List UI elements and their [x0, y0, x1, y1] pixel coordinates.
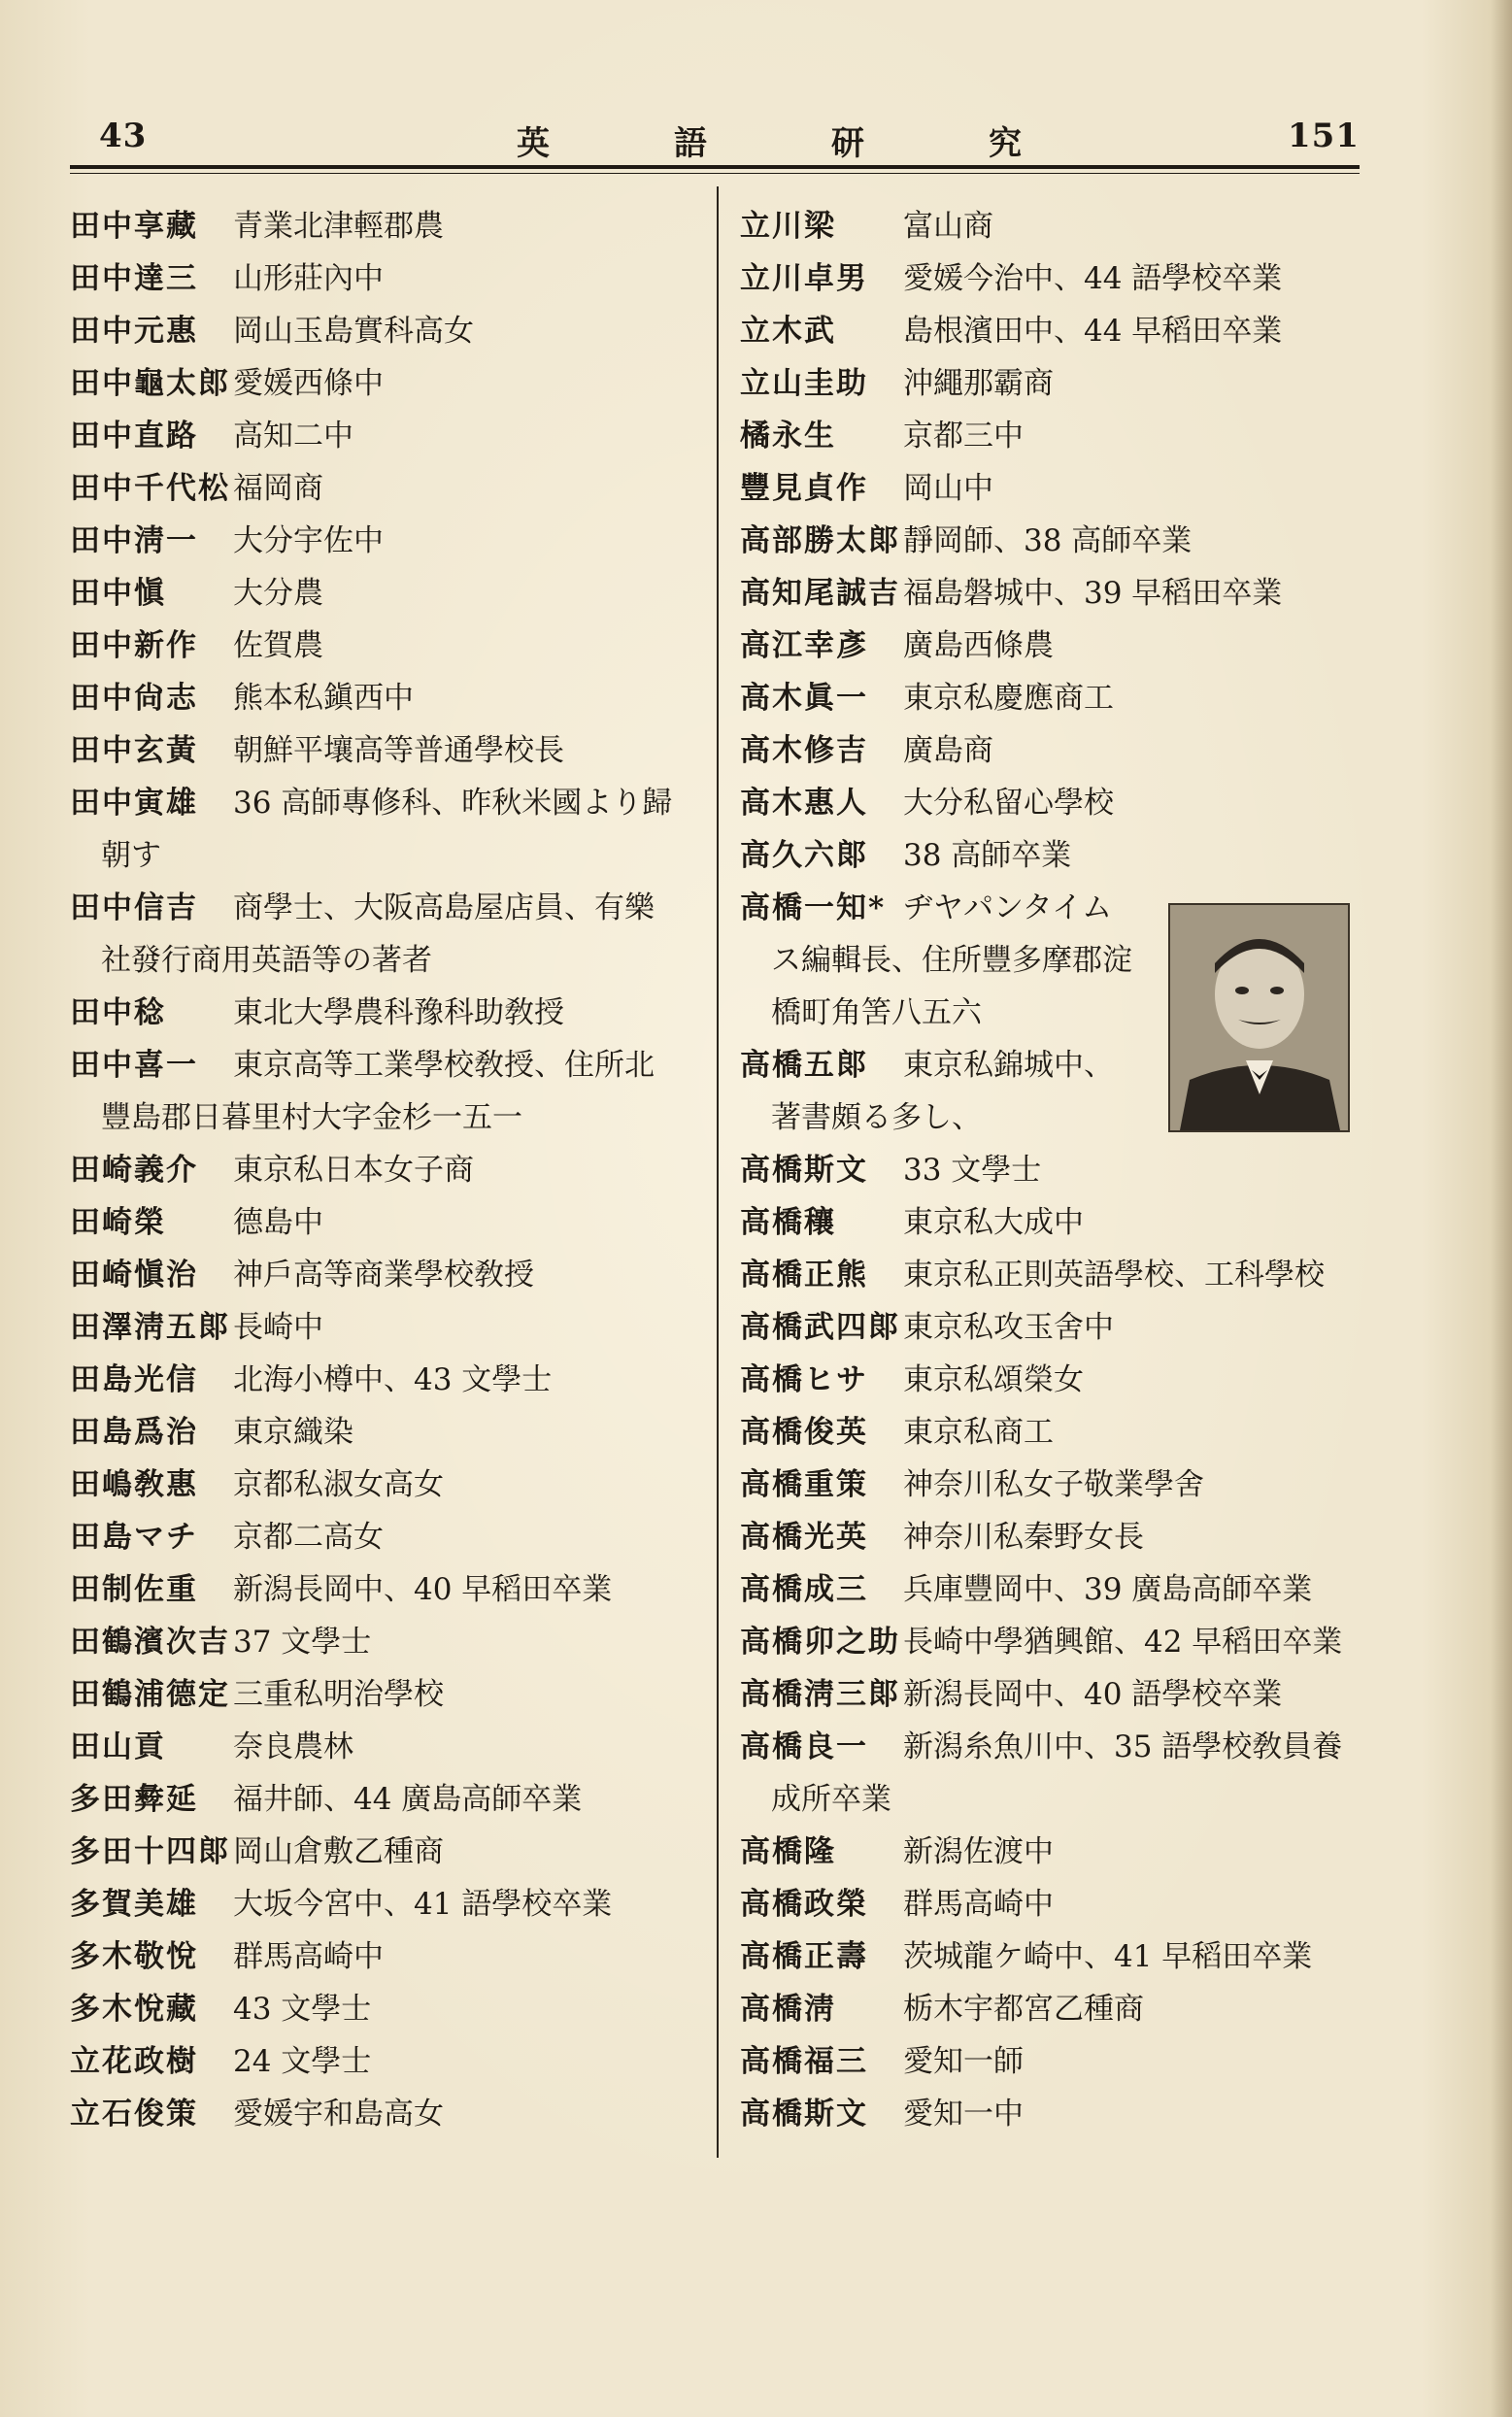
entry-name: 高木眞一 — [740, 681, 868, 716]
running-title-char: 語 — [674, 124, 707, 163]
entry-description: 福島磐城中、39 早稻田卒業 — [903, 576, 1283, 611]
entry-name: 田島マチ — [70, 1520, 198, 1555]
directory-entry — [740, 410, 1371, 462]
directory-entry — [70, 1616, 701, 1668]
entry-name: 田鶴浦德定 — [70, 1677, 230, 1712]
directory-entry — [70, 1196, 701, 1249]
entry-name: 田中淸一 — [70, 523, 198, 558]
directory-entry — [70, 567, 701, 620]
entry-name: 田中千代松 — [70, 471, 230, 506]
entry-description: 東北大學農科豫科助敎授 — [233, 995, 564, 1030]
entry-name: 高江幸彥 — [740, 628, 868, 663]
entry-description: 24 文學士 — [233, 2044, 372, 2079]
directory-entry — [70, 410, 701, 462]
directory-entry — [70, 1826, 701, 1878]
directory-entry — [70, 462, 701, 515]
entry-description: 島根濱田中、44 早稻田卒業 — [903, 314, 1283, 349]
directory-entry — [740, 1930, 1371, 1983]
directory-entry — [740, 357, 1371, 410]
entry-description: 靜岡師、38 高師卒業 — [903, 523, 1193, 558]
entry-name: 田島光信 — [70, 1362, 198, 1397]
entry-name: 高知尾誠吉 — [740, 576, 900, 611]
directory-entry — [740, 1983, 1371, 2035]
entry-description: 東京私錦城中、 — [903, 1048, 1114, 1083]
entry-name: 高橋淸 — [740, 1992, 836, 2027]
entry-name: 田中愼 — [70, 576, 166, 611]
entry-continuation: 豐島郡日暮里村大字金杉一五一 — [101, 1100, 522, 1135]
entry-name: 高橋正熊 — [740, 1258, 868, 1292]
directory-entry — [70, 1930, 701, 1983]
directory-entry — [70, 2035, 701, 2088]
entry-name: 田中稔 — [70, 995, 166, 1030]
entry-name: 豐見貞作 — [740, 471, 868, 506]
entry-name: 橘永生 — [740, 419, 836, 453]
entry-description: 東京私頌榮女 — [903, 1362, 1084, 1397]
entry-continuation: 社發行商用英語等の著者 — [101, 943, 432, 978]
entry-description: 群馬高崎中 — [233, 1939, 384, 1974]
entry-description: 37 文學士 — [233, 1625, 372, 1660]
entry-description: 岡山中 — [903, 471, 993, 506]
entry-name: 田中尙志 — [70, 681, 198, 716]
directory-entry — [740, 2088, 1371, 2140]
entry-name: 田中新作 — [70, 628, 198, 663]
directory-entry — [740, 515, 1371, 567]
entry-name: 高橋光英 — [740, 1520, 868, 1555]
entry-name: 田中直路 — [70, 419, 198, 453]
entry-description: 廣島商 — [903, 733, 993, 768]
directory-entry — [740, 1354, 1371, 1406]
entry-description: 熊本私鎭西中 — [233, 681, 414, 716]
directory-entry — [70, 1459, 701, 1511]
directory-entry — [70, 305, 701, 357]
entry-name: 田制佐重 — [70, 1572, 198, 1607]
entry-continuation: ス編輯長、住所豐多摩郡淀 — [771, 943, 1132, 978]
right-column — [740, 200, 1371, 2140]
entry-description: 大坂今宮中、41 語學校卒業 — [233, 1887, 613, 1922]
directory-entry — [70, 2088, 701, 2140]
directory-entry — [740, 1616, 1371, 1668]
entry-name: 高部勝太郞 — [740, 523, 900, 558]
entry-description: 岡山玉島實科高女 — [233, 314, 474, 349]
entry-name: 高橋俊英 — [740, 1415, 868, 1450]
entry-name: 田中元惠 — [70, 314, 198, 349]
directory-entry — [70, 672, 701, 724]
entry-description: 愛媛宇和島高女 — [233, 2097, 444, 2132]
directory-entry — [70, 1563, 701, 1616]
entry-name: 多田彜延 — [70, 1782, 198, 1817]
entry-name: 高橋斯文 — [740, 1153, 868, 1188]
entry-description: 大分宇佐中 — [233, 523, 384, 558]
entry-description: 33 文學士 — [903, 1153, 1042, 1188]
running-title-char: 英 — [517, 124, 550, 163]
entry-name: 田中喜一 — [70, 1048, 198, 1083]
directory-entry — [70, 200, 701, 252]
entry-name: 高橋隆 — [740, 1834, 836, 1869]
entry-description: 岡山倉敷乙種商 — [233, 1834, 444, 1869]
directory-entry — [740, 1144, 1371, 1196]
entry-description: 東京私日本女子商 — [233, 1153, 474, 1188]
directory-entry — [740, 1721, 1371, 1826]
entry-description: 廣島西條農 — [903, 628, 1054, 663]
entry-description: 神奈川私秦野女長 — [903, 1520, 1144, 1555]
directory-entry — [740, 724, 1371, 777]
entry-description: 富山商 — [903, 209, 993, 244]
directory-entry — [740, 462, 1371, 515]
directory-entry — [70, 1773, 701, 1826]
directory-entry — [740, 1249, 1371, 1301]
directory-entry — [740, 1563, 1371, 1616]
entry-description: 神奈川私女子敬業學舍 — [903, 1467, 1204, 1502]
entry-name: 高橋重策 — [740, 1467, 868, 1502]
directory-entry — [70, 882, 701, 987]
entry-name: 高橋卯之助 — [740, 1625, 900, 1660]
directory-entry — [740, 567, 1371, 620]
entry-name: 高橋淸三郞 — [740, 1677, 900, 1712]
entry-name: 高橋政榮 — [740, 1887, 868, 1922]
entry-name: 田中玄黃 — [70, 733, 198, 768]
directory-entry — [740, 252, 1371, 305]
directory-entry — [740, 829, 1371, 882]
entry-description: 京都三中 — [903, 419, 1024, 453]
entry-name: 高橋正壽 — [740, 1939, 868, 1974]
directory-entry — [740, 1459, 1371, 1511]
directory-entry — [740, 2035, 1371, 2088]
running-title — [517, 117, 1022, 164]
portrait-photo — [1168, 903, 1350, 1132]
journal-page-number: 43 — [99, 117, 148, 155]
directory-entry — [70, 1249, 701, 1301]
entry-description: 東京私攻玉舍中 — [903, 1310, 1114, 1345]
entry-description: 長崎中學猶興館、42 早稻田卒業 — [903, 1625, 1343, 1660]
entry-name: 田中達三 — [70, 261, 198, 296]
entry-description: 東京織染 — [233, 1415, 353, 1450]
entry-description: 高知二中 — [233, 419, 353, 453]
entry-name: 立川梁 — [740, 209, 836, 244]
entry-description: 沖繩那霸商 — [903, 366, 1054, 401]
entry-name: 高橋成三 — [740, 1572, 868, 1607]
entry-description: 茨城龍ケ崎中、41 早稻田卒業 — [903, 1939, 1313, 1974]
entry-description: 神戶高等商業學校敎授 — [233, 1258, 534, 1292]
directory-entry — [70, 1406, 701, 1459]
directory-entry — [70, 620, 701, 672]
entry-name: 田崎義介 — [70, 1153, 198, 1188]
entry-name: 田嶋敎惠 — [70, 1467, 198, 1502]
entry-description: 青業北津輕郡農 — [233, 209, 444, 244]
entry-name: 高木修吉 — [740, 733, 868, 768]
entry-description: 愛媛西條中 — [233, 366, 384, 401]
entry-description: 三重私明治學校 — [233, 1677, 444, 1712]
directory-entry — [70, 1301, 701, 1354]
entry-name: 高久六郞 — [740, 838, 868, 873]
directory-entry — [70, 1511, 701, 1563]
entry-name: 高木惠人 — [740, 786, 868, 821]
running-title-char: 研 — [831, 124, 864, 163]
entry-description: 新潟糸魚川中、35 語學校敎員養 — [903, 1729, 1343, 1764]
entry-description: 群馬高崎中 — [903, 1887, 1054, 1922]
header-rule-thin — [70, 173, 1360, 174]
entry-description: 朝鮮平壤高等普通學校長 — [233, 733, 564, 768]
entry-name: 田中寅雄 — [70, 786, 198, 821]
page-number: 151 — [1288, 117, 1360, 155]
directory-entry — [740, 1878, 1371, 1930]
entry-continuation: 朝す — [101, 838, 161, 873]
directory-entry — [740, 1301, 1371, 1354]
directory-entry — [740, 200, 1371, 252]
entry-name: 立石俊策 — [70, 2097, 198, 2132]
entry-name: 多木悅藏 — [70, 1992, 198, 2027]
entry-description: 福岡商 — [233, 471, 323, 506]
entry-description: ヂヤパンタイム — [903, 890, 1113, 925]
entry-continuation: 成所卒業 — [771, 1782, 891, 1817]
entry-name: 高橋ヒサ — [740, 1362, 868, 1397]
entry-name: 田島爲治 — [70, 1415, 198, 1450]
entry-description: 長崎中 — [233, 1310, 323, 1345]
directory-entry — [70, 1354, 701, 1406]
entry-description: 新潟長岡中、40 早稻田卒業 — [233, 1572, 613, 1607]
entry-name: 田中龜太郎 — [70, 366, 230, 401]
directory-entry — [740, 1406, 1371, 1459]
directory-entry — [740, 1511, 1371, 1563]
directory-entry — [740, 1826, 1371, 1878]
entry-description: 東京私商工 — [903, 1415, 1054, 1450]
directory-entry — [70, 357, 701, 410]
entry-name: 田中信吉 — [70, 890, 198, 925]
entry-description: 佐賀農 — [233, 628, 323, 663]
entry-name: 高橋武四郞 — [740, 1310, 900, 1345]
entry-name: 高橋穰 — [740, 1205, 836, 1240]
entry-name: 多賀美雄 — [70, 1887, 198, 1922]
directory-entry — [70, 1878, 701, 1930]
entry-name: 高橋斯文 — [740, 2097, 868, 2132]
directory-entry — [70, 515, 701, 567]
directory-entry — [70, 777, 701, 882]
entry-description: 京都私淑女高女 — [233, 1467, 444, 1502]
directory-entry — [70, 1721, 701, 1773]
directory-entry — [70, 987, 701, 1039]
entry-description: 京都二高女 — [233, 1520, 384, 1555]
running-title-char: 究 — [989, 124, 1022, 163]
directory-entry — [70, 1668, 701, 1721]
entry-name: 立木武 — [740, 314, 836, 349]
column-divider — [717, 186, 719, 2158]
directory-entry — [70, 724, 701, 777]
entry-description: 德島中 — [233, 1205, 323, 1240]
entry-name: 田崎榮 — [70, 1205, 166, 1240]
entry-name: 田澤淸五郞 — [70, 1310, 230, 1345]
directory-entry — [70, 252, 701, 305]
directory-entry — [740, 305, 1371, 357]
entry-description: 新潟長岡中、40 語學校卒業 — [903, 1677, 1283, 1712]
entry-continuation: 橋町角筈八五六 — [771, 995, 982, 1030]
directory-entry — [740, 620, 1371, 672]
entry-description: 山形莊內中 — [233, 261, 384, 296]
directory-entry — [740, 777, 1371, 829]
entry-description: 愛媛今治中、44 語學校卒業 — [903, 261, 1283, 296]
directory-entry — [70, 1039, 701, 1144]
entry-name: 多田十四郞 — [70, 1834, 230, 1869]
entry-description: 兵庫豐岡中、39 廣島高師卒業 — [903, 1572, 1313, 1607]
entry-description: 新潟佐渡中 — [903, 1834, 1054, 1869]
entry-name: 立川卓男 — [740, 261, 868, 296]
entry-name: 田中享藏 — [70, 209, 198, 244]
entry-name: 田崎愼治 — [70, 1258, 198, 1292]
directory-entry — [740, 672, 1371, 724]
header-rule — [70, 165, 1360, 169]
entry-description: 43 文學士 — [233, 1992, 372, 2027]
entry-description: 大分農 — [233, 576, 323, 611]
directory-entry — [740, 1196, 1371, 1249]
entry-description: 栃木宇都宮乙種商 — [903, 1992, 1144, 2027]
entry-description: 愛知一師 — [903, 2044, 1024, 2079]
directory-entry — [70, 1144, 701, 1196]
entry-description: 大分私留心學校 — [903, 786, 1114, 821]
entry-continuation: 著書頗る多し、 — [771, 1100, 982, 1135]
directory-entry — [70, 1983, 701, 2035]
entry-name: 田鶴濱次吉 — [70, 1625, 230, 1660]
entry-description: 愛知一中 — [903, 2097, 1024, 2132]
left-column — [70, 200, 701, 2140]
entry-description: 商學士、大阪高島屋店員、有樂 — [233, 890, 655, 925]
entry-description: 東京私慶應商工 — [903, 681, 1114, 716]
entry-description: 38 高師卒業 — [903, 838, 1072, 873]
entry-name: 田山貢 — [70, 1729, 166, 1764]
entry-name: 高橋五郞 — [740, 1048, 868, 1083]
entry-description: 福井師、44 廣島高師卒業 — [233, 1782, 583, 1817]
entry-name: 高橋良一 — [740, 1729, 868, 1764]
entry-name: 立花政樹 — [70, 2044, 198, 2079]
entry-description: 北海小樽中、43 文學士 — [233, 1362, 553, 1397]
entry-name: 高橋一知* — [740, 890, 887, 925]
directory-entry — [740, 1668, 1371, 1721]
entry-description: 東京私大成中 — [903, 1205, 1084, 1240]
entry-description: 東京高等工業學校敎授、住所北 — [233, 1048, 655, 1083]
entry-name: 立山圭助 — [740, 366, 868, 401]
entry-description: 東京私正則英語學校、工科學校 — [903, 1258, 1325, 1292]
entry-description: 奈良農林 — [233, 1729, 353, 1764]
entry-description: 36 高師專修科、昨秋米國より歸 — [233, 786, 673, 821]
entry-name: 多木敬悅 — [70, 1939, 198, 1974]
entry-name: 高橋福三 — [740, 2044, 868, 2079]
